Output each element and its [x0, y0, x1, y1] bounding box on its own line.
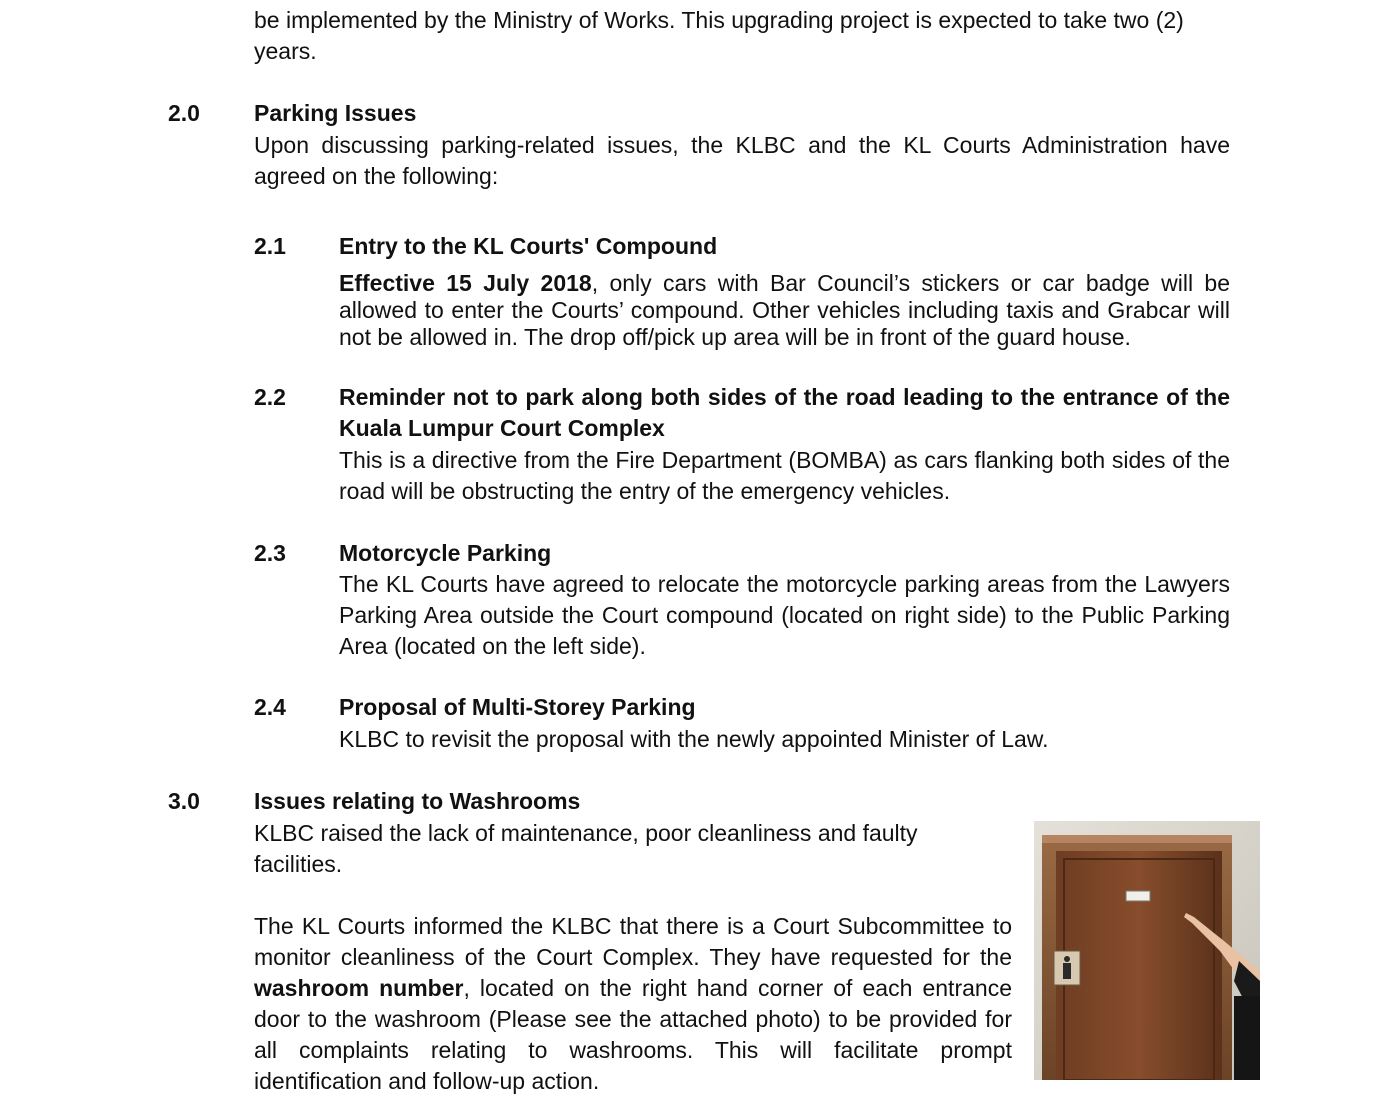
- section-3-number: 3.0: [168, 788, 200, 814]
- item-2-2-body: This is a directive from the Fire Department (BOMBA) as cars flanking both sides of the road will be obstructing the entry of the emergency vehicles.: [339, 447, 1230, 504]
- section-2-body: Upon discussing parking-related issues, the KLBC and the KL Courts Administration have agreed on the following:: [254, 132, 1230, 189]
- item-2-3-body: The KL Courts have agreed to relocate the motorcycle parking areas from the Lawyers Parking Area outside the Court compound (located on right side) to the Public Parking Area (located on the left side).: [339, 571, 1230, 659]
- item-2-1-effective-date: Effective 15 July 2018: [339, 270, 592, 296]
- section-2-number: 2.0: [168, 100, 200, 126]
- item-2-3-number: 2.3: [254, 540, 286, 566]
- item-2-4-title: Proposal of Multi-Storey Parking: [339, 694, 696, 720]
- item-2-1-title: Entry to the KL Courts' Compound: [339, 233, 718, 259]
- section-3-title: Issues relating to Washrooms: [254, 788, 581, 814]
- item-2-1-number: 2.1: [254, 233, 286, 259]
- item-2-4-body: KLBC to revisit the proposal with the newly appointed Minister of Law.: [339, 726, 1049, 752]
- washroom-door-photo: [1034, 821, 1260, 1080]
- item-2-1-body-text: , only cars with Bar Council’s stickers or car badge will be allowed to enter the Courts’ compound. Other vehicles including taxis and Grabcar will not be allowed in. The drop off/pick up area will be in front of the guard house.: [339, 270, 1230, 350]
- washroom-number-emphasis: washroom number: [254, 975, 464, 1001]
- item-2-2-title: Reminder not to park along both sides of the road leading to the entrance of the Kuala Lumpur Court Complex: [339, 384, 1230, 441]
- item-2-3-title: Motorcycle Parking: [339, 540, 552, 566]
- item-2-4-number: 2.4: [254, 694, 286, 720]
- section-3-paragraph-2-b: , located on the right hand corner of each entrance door to the washroom (Please see the attached photo) to be provided for all complaints relating to washrooms. This will facilitate prompt identification and follow-up action.: [254, 975, 1012, 1094]
- intro-line-1: be implemented by the Ministry of Works. This upgrading project is expected to take two (2): [254, 7, 1184, 33]
- section-2-title: Parking Issues: [254, 100, 417, 126]
- section-3-paragraph-2-a: The KL Courts informed the KLBC that there is a Court Subcommittee to monitor cleanliness of the Court Complex. They have requested for the: [254, 913, 1012, 970]
- item-2-1-body: [339, 270, 1230, 351]
- section-3-paragraph-2: [254, 911, 1012, 1097]
- item-2-2-number: 2.2: [254, 384, 286, 410]
- intro-line-2: years.: [254, 38, 317, 64]
- washroom-door-illustration: [1034, 821, 1260, 1080]
- section-3-paragraph-1: KLBC raised the lack of maintenance, poor cleanliness and faulty facilities.: [254, 820, 918, 877]
